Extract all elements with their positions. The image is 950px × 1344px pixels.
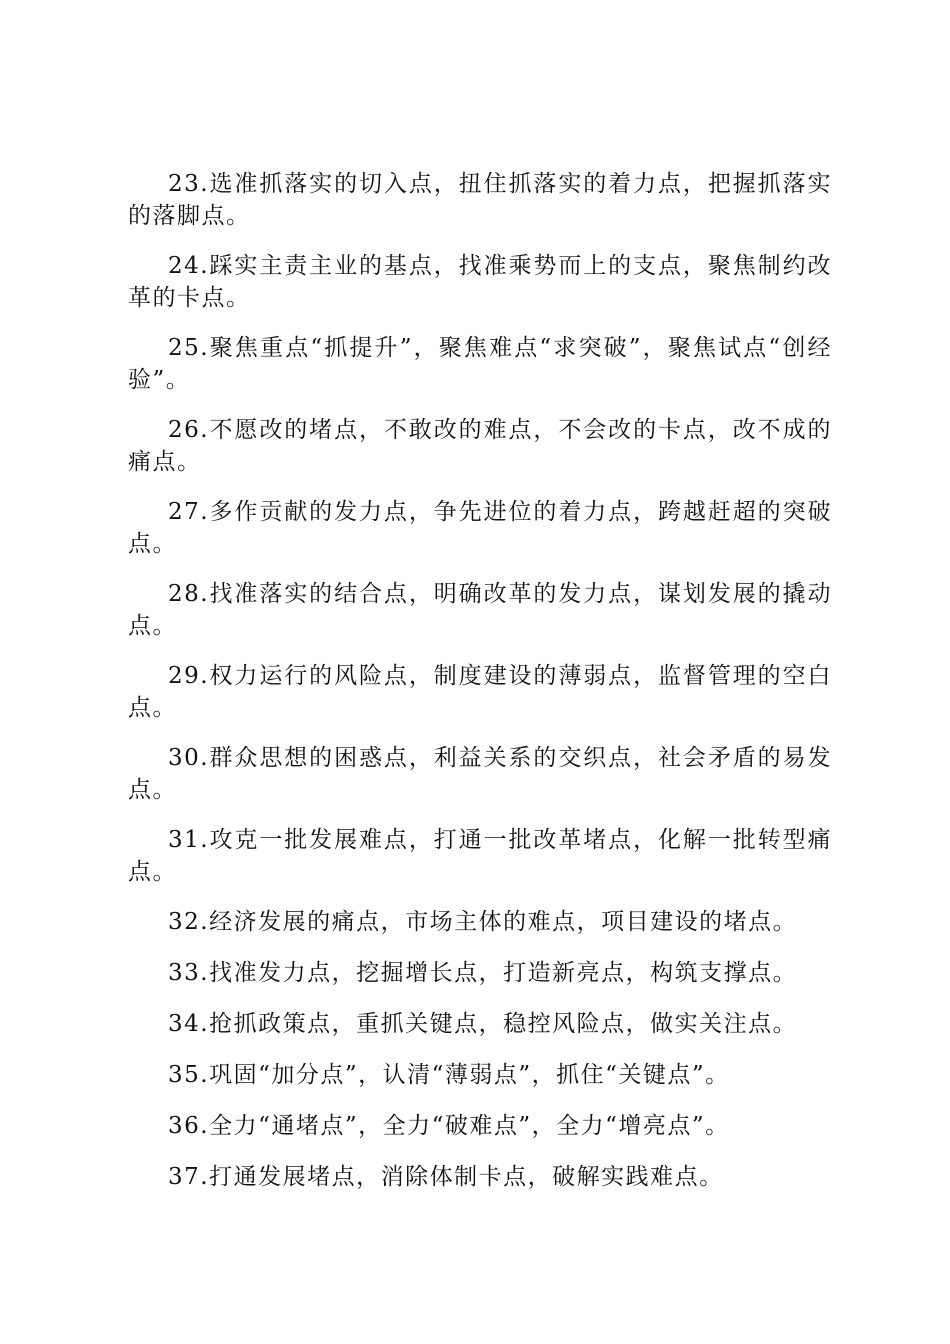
list-item: 23.选准抓落实的切入点，扭住抓落实的着力点，把握抓落实的落脚点。 — [128, 171, 832, 229]
list-item: 35.巩固“加分点”，认清“薄弱点”，抓住“关键点”。 — [168, 1062, 730, 1088]
list-item: 30.群众思想的困惑点，利益关系的交织点，社会矛盾的易发点。 — [128, 745, 832, 803]
list-item: 24.踩实主责主业的基点，找准乘势而上的支点，聚焦制约改革的卡点。 — [128, 253, 832, 311]
list-item: 26.不愿改的堵点，不敢改的难点，不会改的卡点，改不成的痛点。 — [128, 417, 832, 475]
list-item: 32.经济发展的痛点，市场主体的难点，项目建设的堵点。 — [168, 909, 798, 935]
list-item: 29.权力运行的风险点，制度建设的薄弱点，监督管理的空白点。 — [128, 663, 832, 721]
list-item: 27.多作贡献的发力点，争先进位的着力点，跨越赶超的突破点。 — [128, 499, 832, 557]
list-item: 33.找准发力点，挖掘增长点，打造新亮点，构筑支撑点。 — [168, 960, 798, 986]
list-item: 36.全力“通堵点”，全力“破难点”，全力“增亮点”。 — [168, 1113, 730, 1139]
document-body — [128, 168, 832, 1212]
list-item: 31.攻克一批发展难点，打通一批改革堵点，化解一批转型痛点。 — [128, 827, 832, 885]
list-item: 28.找准落实的结合点，明确改革的发力点，谋划发展的撬动点。 — [128, 581, 832, 639]
list-item: 25.聚焦重点“抓提升”，聚焦难点“求突破”，聚焦试点“创经验”。 — [128, 335, 832, 393]
list-item: 34.抢抓政策点，重抓关键点，稳控风险点，做实关注点。 — [168, 1011, 798, 1037]
list-item: 37.打通发展堵点，消除体制卡点，破解实践难点。 — [168, 1164, 724, 1190]
